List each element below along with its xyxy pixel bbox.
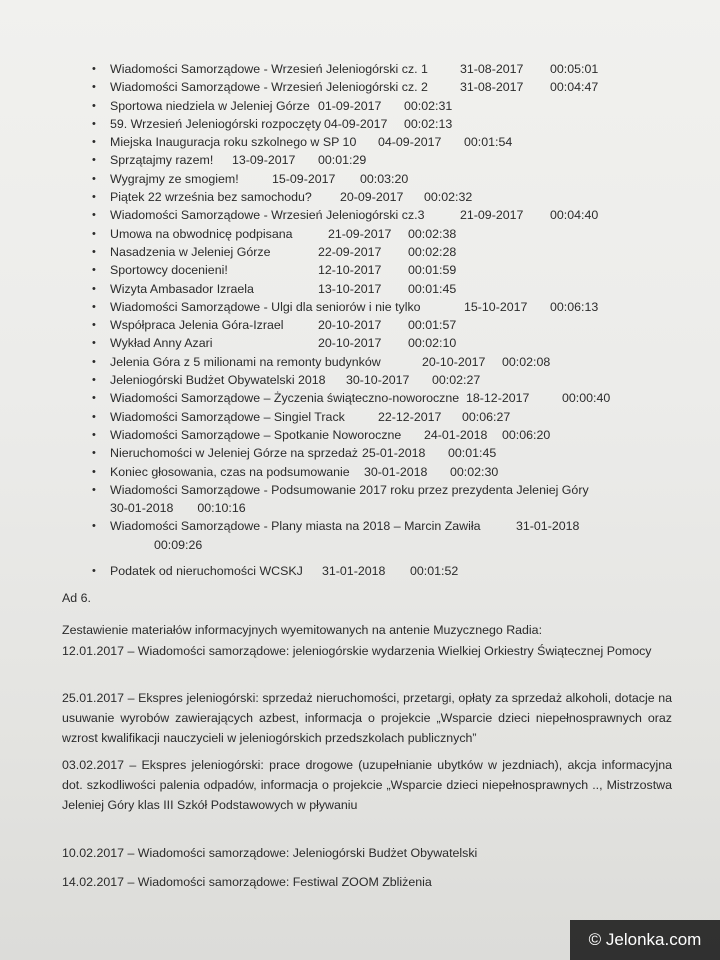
entry-paragraph: 03.02.2017 – Ekspres jeleniogórski: prace drogowe (uzupełnianie ubytków w jezdniach), akcja informacyjna dot. szkodliwości palenia odpadów, informacja o projekcie „Wsparcie dzieci niepełnosprawnych .., Mistrzostwa Jeleniej Góry klas III Szkół Podstawowych w pływaniu (62, 758, 672, 812)
bullet: • (92, 565, 96, 578)
list-item: • Sportowa niedziela w Jeleniej Górze 01-09-2017 00:02:31 (92, 97, 692, 115)
bullet: • (92, 392, 96, 405)
list-item: • Wiadomości Samorządowe - Wrzesień Jeleniogórski cz. 1 31-08-2017 00:05:01 (92, 60, 692, 78)
list-item: • Nasadzenia w Jeleniej Górze 22-09-2017 00:02:28 (92, 243, 692, 261)
list-item: • Sprzątajmy razem! 13-09-2017 00:01:29 (92, 151, 692, 169)
list-item: • Jelenia Góra z 5 milionami na remonty budynków 20-10-2017 00:02:08 (92, 353, 692, 371)
bullet: • (92, 99, 96, 112)
bullet: • (92, 337, 96, 350)
bullet: • (92, 447, 96, 460)
list-item: • Wiadomości Samorządowe - Wrzesień Jeleniogórski cz.3 21-09-2017 00:04:40 (92, 206, 692, 224)
bullet: • (92, 282, 96, 295)
list-item: • Miejska Inauguracja roku szkolnego w SP 10 04-09-2017 00:01:54 (92, 133, 692, 151)
list-item: • Wiadomości Samorządowe - Ulgi dla seniorów i nie tylko 15-10-2017 00:06:13 (92, 298, 692, 316)
list-item: • Wiadomości Samorządowe - Podsumowanie 2017 roku przez prezydenta Jeleniej Góry 30-01-2018 00:10:16 (92, 482, 589, 516)
list-item: • Wygrajmy ze smogiem! 15-09-2017 00:03:20 (92, 170, 692, 188)
bullet: • (92, 136, 96, 149)
bullet: • (92, 410, 96, 423)
section-heading: Ad 6. (62, 591, 91, 605)
bullet: • (92, 483, 96, 496)
bullet: • (92, 227, 96, 240)
bullet: • (92, 319, 96, 332)
bullet: • (92, 374, 96, 387)
bullet: • (92, 428, 96, 441)
list-item: • Wykład Anny Azari 20-10-2017 00:02:10 (92, 334, 692, 352)
section-intro: Zestawienie materiałów informacyjnych wyemitowanych na antenie Muzycznego Radia: (62, 623, 543, 637)
bullet: • (92, 355, 96, 368)
list-item: • Wiadomości Samorządowe - Plany miasta na 2018 – Marcin Zawiła 31-01-2018 00:09:26 (92, 519, 580, 552)
entry-paragraph: 14.02.2017 – Wiadomości samorządowe: Festiwal ZOOM Zbliżenia (62, 875, 432, 889)
list-item: • Wiadomości Samorządowe – Życzenia świąteczno-noworoczne 18-12-2017 00:00:40 (92, 389, 692, 407)
bullet: • (92, 172, 96, 185)
list-item: • Podatek od nieruchomości WCSKJ 31-01-2018 00:01:52 (92, 562, 692, 580)
list-item: • Jeleniogórski Budżet Obywatelski 2018 30-10-2017 00:02:27 (92, 371, 692, 389)
list-item: • Wiadomości Samorządowe - Wrzesień Jeleniogórski cz. 2 31-08-2017 00:04:47 (92, 78, 692, 96)
list-item: • Umowa na obwodnicę podpisana 21-09-2017 00:02:38 (92, 225, 692, 243)
entry-paragraph: 10.02.2017 – Wiadomości samorządowe: Jeleniogórski Budżet Obywatelski (62, 846, 478, 860)
list-item: • Wiadomości Samorządowe – Singiel Track 22-12-2017 00:06:27 (92, 408, 692, 426)
bullet: • (92, 264, 96, 277)
bullet: • (92, 300, 96, 313)
bullet: • (92, 191, 96, 204)
list-item: • Wizyta Ambasador Izraela 13-10-2017 00:01:45 (92, 280, 692, 298)
bullet: • (92, 117, 96, 130)
broadcast-list (92, 60, 692, 580)
bullet: • (92, 465, 96, 478)
bullet: • (92, 245, 96, 258)
bullet: • (92, 520, 96, 533)
list-item: • Piątek 22 września bez samochodu? 20-09-2017 00:02:32 (92, 188, 692, 206)
bullet: • (92, 81, 96, 94)
list-item: • Współpraca Jelenia Góra-Izrael 20-10-2017 00:01:57 (92, 316, 692, 334)
list-item: • Sportowcy docenieni! 12-10-2017 00:01:59 (92, 261, 692, 279)
list-item: • 59. Wrzesień Jeleniogórski rozpoczęty 04-09-2017 00:02:13 (92, 115, 692, 133)
entry-paragraph: 12.01.2017 – Wiadomości samorządowe: jeleniogórskie wydarzenia Wielkiej Orkiestry Świątecznej Pomocy (62, 644, 652, 658)
bullet: • (92, 63, 96, 75)
entry-paragraph: 25.01.2017 – Ekspres jeleniogórski: sprzedaż nieruchomości, przetargi, opłaty za sprzedaż alkoholi, dotacje na usuwanie wyrobów zawierających azbest, informacja o projekcie „Wsparcie dzieci niepełnosprawnych oraz wzrost kwalifikacji nauczycieli w jeleniogórskich przedszkolach publicznych” (62, 691, 672, 745)
list-item: • Nieruchomości w Jeleniej Górze na sprzedaż 25-01-2018 00:01:45 (92, 444, 692, 462)
list-item: • Wiadomości Samorządowe – Spotkanie Noworoczne 24-01-2018 00:06:20 (92, 426, 692, 444)
bullet: • (92, 154, 96, 167)
bullet: • (92, 209, 96, 222)
watermark: © Jelonka.com (570, 920, 720, 960)
list-item: • Koniec głosowania, czas na podsumowanie 30-01-2018 00:02:30 (92, 463, 692, 481)
